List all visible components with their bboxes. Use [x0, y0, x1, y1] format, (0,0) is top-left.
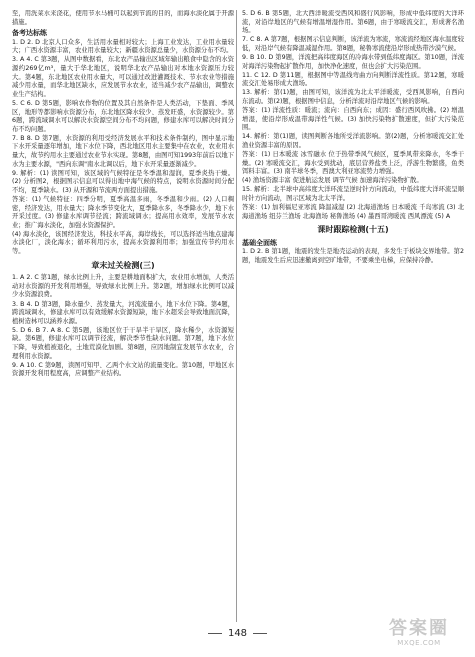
answer-paragraph: 至，用洗菜水来浇花，使用节水马桶可以起到节流的目的，而海水淡化属于开源措施。 — [12, 10, 234, 26]
answer-paragraph: 答案：(1) 日本暖流 冰雪融水 位于热带季风气候区，夏季风带来降水，冬季干燥。(2) 寒暖流交汇，海水受到扰动，底层营养盐类上泛，浮游生物繁盛，鱼类饵料丰富。(3) 南半球冬季，西澳大利亚寒流势力增强。 — [242, 151, 464, 176]
answer-paragraph: 5. D 6. B 第5题，北大西洋暖流受西风和盛行风影响，形成中低纬度的大洋环流，对沿岸地区的气候有增温增湿作用。第6题，由于寒暖流交汇，形成著名渔场。 — [242, 10, 464, 35]
answer-paragraph: 5. C 6. D 第5题，影响农作物的位置及其自然条件是人类活动，下垫面、季风区，地形等都影响水资源分布，东北地区降水较少、蒸发旺盛，水资源较少。第6题，跨流域调水可以解决水资源空间分布不均问题，修建水库可以解决时间分布不均问题。 — [12, 99, 234, 133]
watermark-logo — [371, 619, 467, 651]
section-title: 章末过关检测(三) — [91, 260, 155, 270]
answer-paragraph: (4) 渔场资源丰富 促进航运发展 调节气候 加速海洋污染物扩散。 — [242, 177, 423, 185]
answer-paragraph: 答案：(1) 气候特征：四季分明，夏季高温多雨，冬季温和少雨。(2) 人口稠密，经济发达，用水量大；降水季节变化大，夏季降水多，冬季降水少，地下水开采过度。(3) 修建水库调节径流；跨流域调水；提高用水效率，发展节水农业；推广海水淡化，加强水资源保护。 — [12, 195, 234, 229]
answer-paragraph: (4) 海水淡化，该国经济发达，科技水平高，海岸线长，可以选择适当地点建海水淡化厂，淡化海水；循环利用污水，提高水资源利用率；加强宣传节约用水等。 — [12, 230, 234, 256]
column-divider — [236, 10, 237, 622]
answer-paragraph: 9. B 10. D 第9题，洋流把高纬度海区的冷海水带到低纬度海区。第10题，洋流对海洋污染物起扩散作用，加快净化速度，但也会扩大污染范围。 — [242, 53, 464, 70]
answer-paragraph: 9. 解析：(1) 读图可知，该区域的气候特征是冬季温和湿润，夏季炎热干燥。(2) 分析图2，根据图示信息可以得出地中海气候的特点，说明水资源时间分配不均，夏季缺水。(3) 从开源和节流两方面提出措施。 — [12, 169, 234, 194]
answer-paragraph: 9. A 10. C 第9题，读图可知甲、乙两个水文站的流量变化。第10题，甲地区水资源开发利用程度高，应调整产业结构。 — [12, 361, 234, 378]
section-title: 课时跟踪检测(十五) — [317, 225, 389, 235]
answer-paragraph: 答案：(1) 洋流性质：暖流；流向：自西向东；成因：盛行西风吹拂。(2) 增温增湿，使沿岸形成温带海洋性气候。(3) 加快污染物扩散速度，但扩大污染范围。 — [242, 107, 464, 132]
answer-paragraph: 3. B 4. D 第3题，降水量少、蒸发量大，河流流量小，地下水位下降。第4题，跨流域调水，修建水库可以有效缓解水资源短缺，地下水超采会导致地面沉降，植树造林可以涵养水源。 — [12, 300, 234, 325]
answer-paragraph: 5. D 6. B 7. A 8. C 第5题，该地区位于干旱半干旱区，降水稀少，水资源短缺。第6题，修建水库可以调节径流，解决季节性缺水问题。第7题，地下水位下降，导致植被退化，土地荒漠化加剧。第8题，应因地制宜发展节水农业，合理利用水资源。 — [12, 326, 234, 360]
answer-paragraph: 1. D 2. D 北京人口众多，生活用水量相对较大；上海工业发达，工业用水量较大；广西水资源丰富，农业用水量较大；新疆水资源总量少，水资源分布不均。 — [12, 38, 234, 55]
section-heading: 基础全面练 — [242, 238, 277, 247]
watermark-text: 答案圈 — [389, 618, 449, 639]
answer-paragraph: 答案：(1) 加利福尼亚寒流 降温减湿 (2) 北海道渔场 日本暖流 千岛寒流 (3) 北海道渔场 纽芬兰渔场 北海渔场 秘鲁渔场 (4) 墨西哥湾暖流 西风漂流 (5) A — [242, 204, 464, 220]
page-number-text: 148 — [227, 628, 248, 639]
answer-paragraph: 3. A 4. C 第3题，从图中数据看，东北农产品输出区域年输出粮食中隐含的水资源约269亿m³，量大于华北地区，说明华北农产品输出对本地水资源压力较大。第4题，东北地区农业用水量大，可以通过改进灌溉技术、节水农业等措施减少用水量，而华北地区缺水，应发展节水农业，适当减少农产品输出，调整农业生产结构。 — [12, 56, 234, 98]
answer-paragraph: 15. 解析：北半球中高纬度大洋环流呈逆时针方向流动，中低纬度大洋环流呈顺时针方向流动，图示区域为北太平洋。 — [242, 186, 464, 202]
left-column — [12, 10, 234, 620]
right-column — [242, 10, 464, 620]
answer-paragraph: 1. D 2. B 第1题，地震的发生是地壳运动的表现，多发生于板块交界地带。第2题，地震发生后应迅速撤离到空旷地带，不要乘坐电梯，应保持冷静。 — [242, 248, 464, 265]
answer-paragraph: 7. C 8. A 第7题，根据图示信息判断，该洋流为寒流，寒流流经地区海水温度较低，对沿岸气候有降温减湿作用。第8题，秘鲁寒流使沿岸形成热带沙漠气候。 — [242, 36, 464, 52]
answer-paragraph: 13. 解析：第(1)题，由图可知，该洋流为北太平洋暖流，受西风影响，自西向东流动。第(2)题，根据图中信息，分析洋流对沿岸地区气候的影响。 — [242, 89, 464, 105]
answer-paragraph: 7. B 8. D 第7题，水资源的利用受经济发展水平和技术条件制约，图中显示地下水开采量逐年增加，地下水位下降，西北地区用水主要集中在农业，农业用水量大，故节约用水主要通过农业节水实现。第8题，由图可知1993年前后以地下水为主要水源，"西向东调"南水北调以后，地下水开采量逐渐减少。 — [12, 134, 234, 168]
answer-paragraph: 11. C 12. D 第11题，根据图中等温线弯曲方向判断洋流性质。第12题，寒暖流交汇处易形成大渔场。 — [242, 71, 464, 88]
answer-paragraph: 1. A 2. C 第1题，绿水比例上升，主要是耕地面积扩大，农业用水增加，人类活动对水资源的开发利用增强，导致绿水比例上升。第2题，增加绿水比例可以减少水资源浪费。 — [12, 274, 234, 299]
answer-paragraph: 14. 解析：第(1)题，读图判断各地所受洋流影响。第(2)题，分析寒暖流交汇处渔业资源丰富的原因。 — [242, 133, 464, 149]
section-heading: 备考达标练 — [12, 29, 47, 38]
watermark-url: MXQE.COM — [397, 639, 441, 647]
